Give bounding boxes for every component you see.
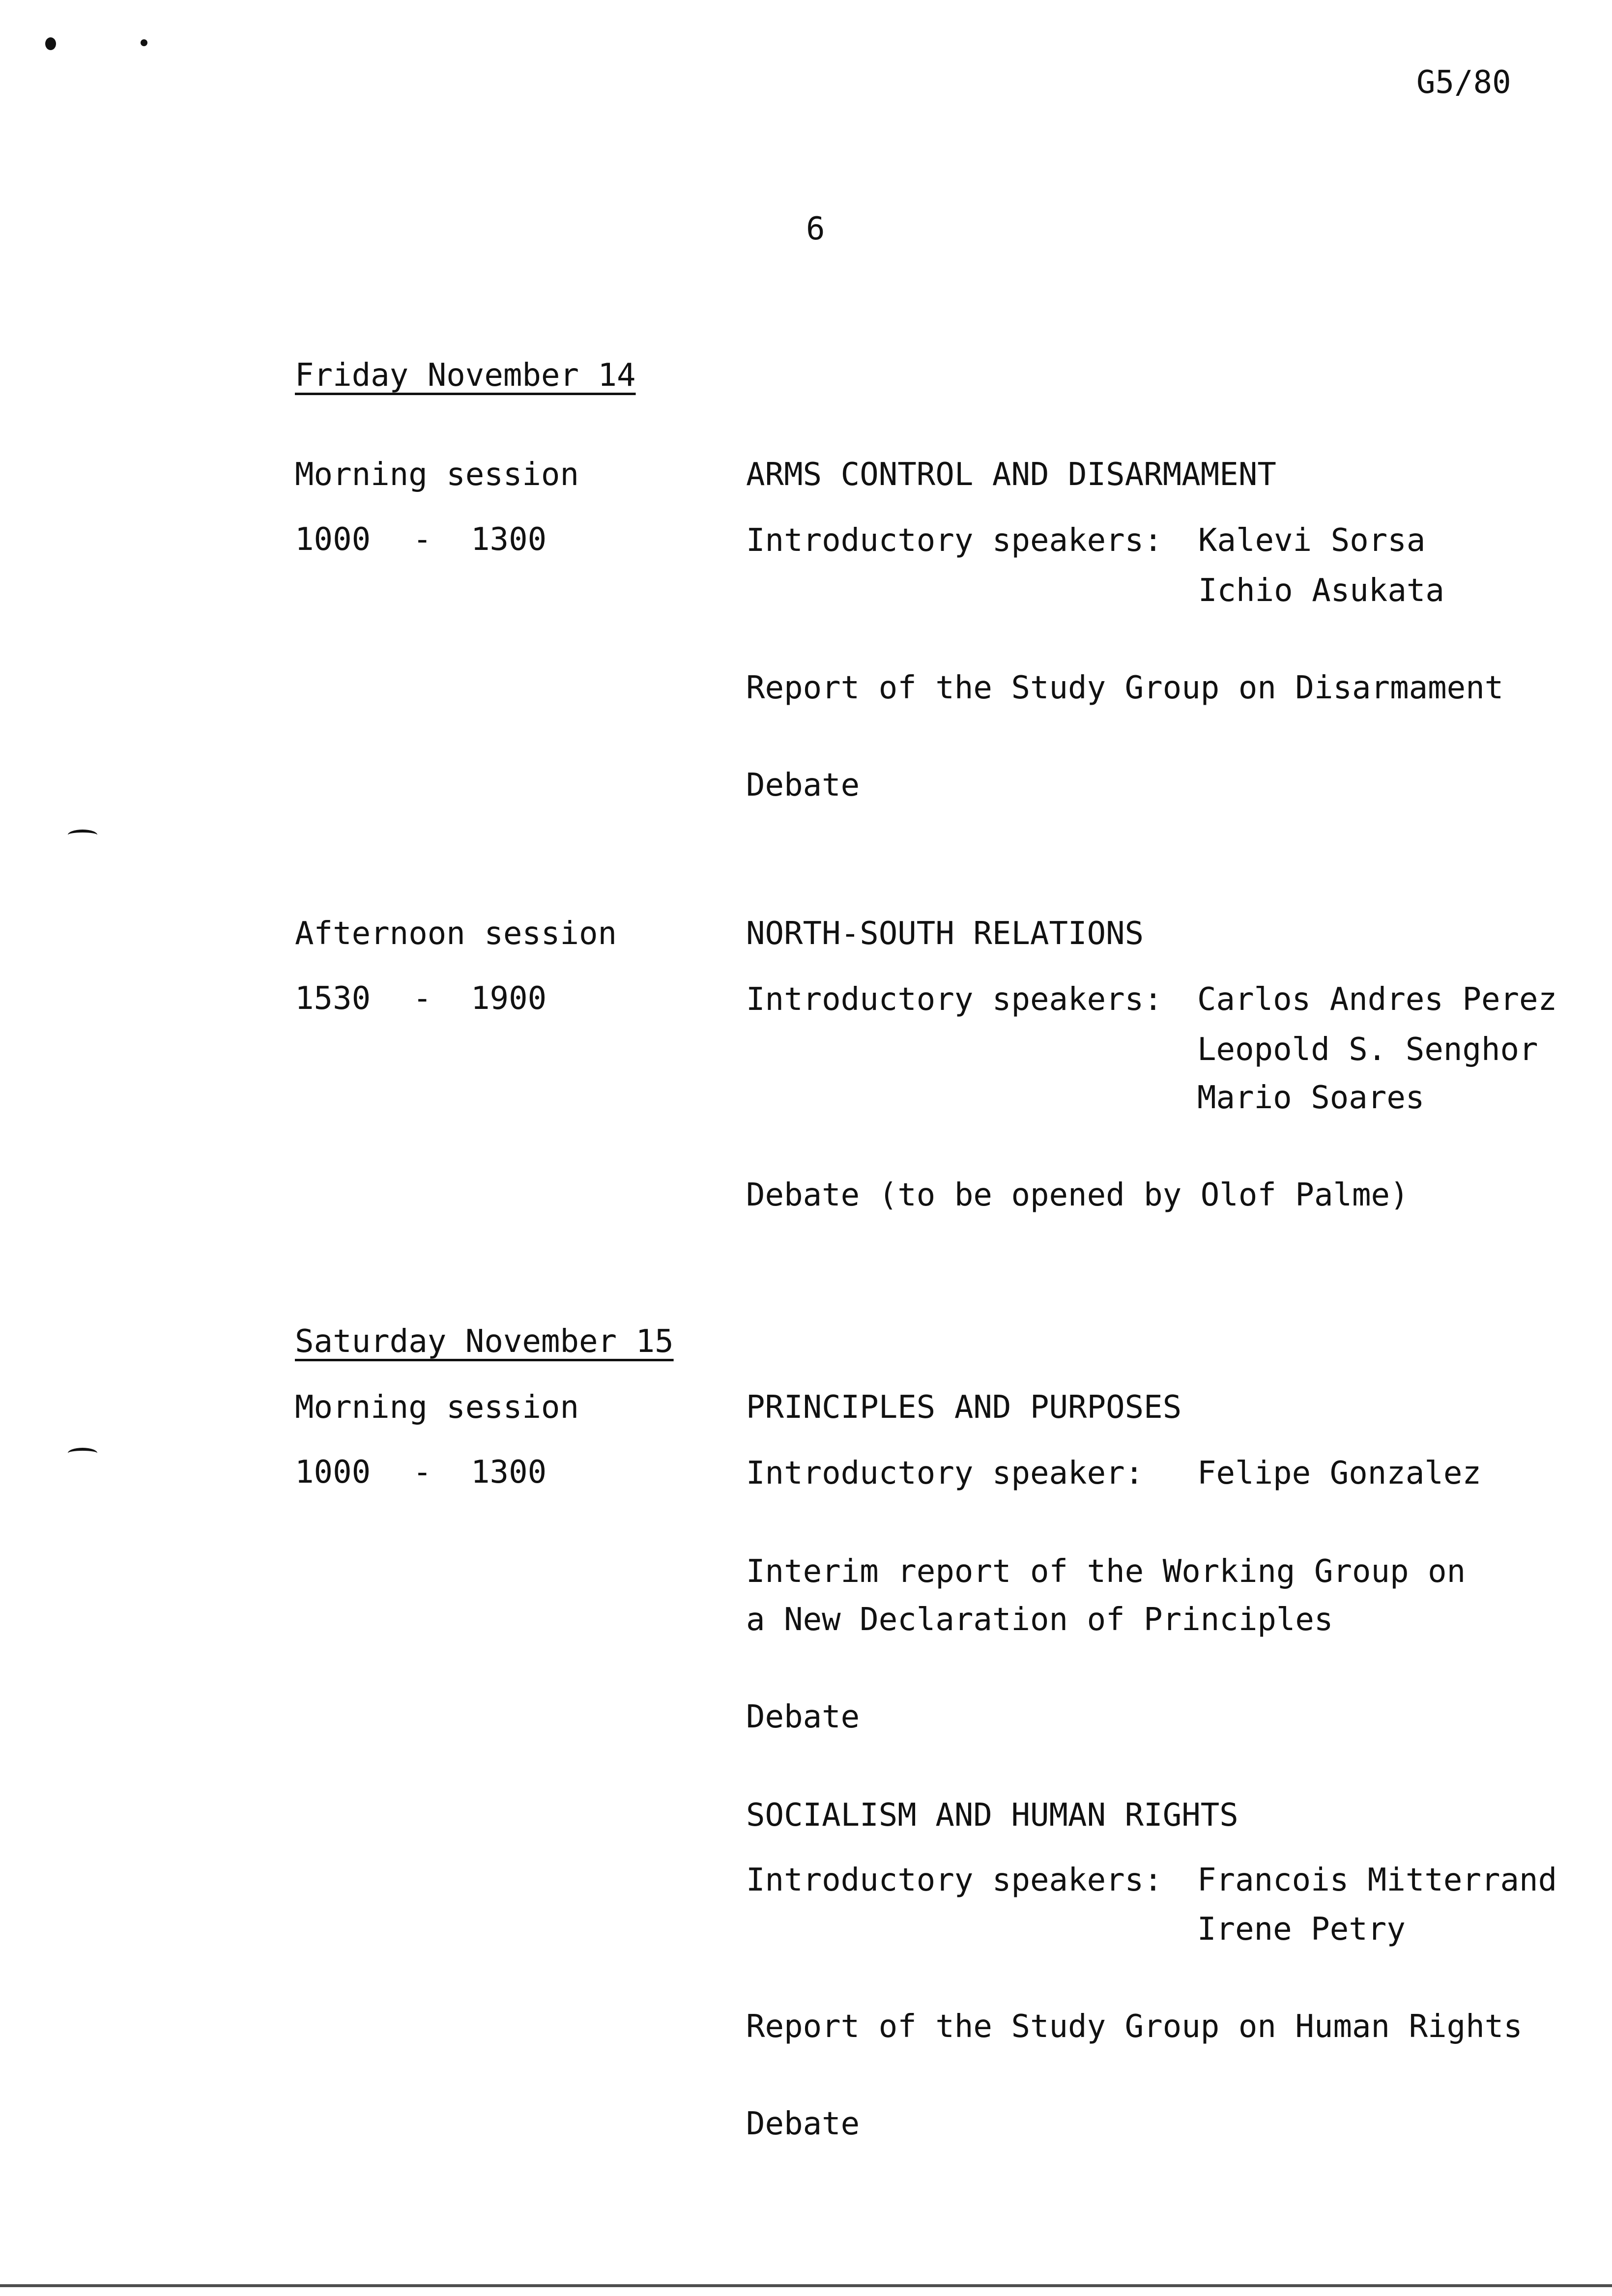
session-time-dash: -: [413, 980, 432, 1017]
speaker-name: Felipe Gonzalez: [1197, 1455, 1481, 1492]
session-label: Afternoon session: [295, 916, 617, 952]
speaker-label: Introductory speaker:: [746, 1455, 1144, 1492]
margin-tick-mark: [68, 830, 97, 840]
session-time-start: 1000: [295, 1454, 371, 1491]
session-time-dash: -: [413, 521, 432, 558]
session-time-end: 1300: [471, 521, 547, 558]
debate-item: Debate (to be opened by Olof Palme): [746, 1177, 1409, 1213]
document-reference: G5/80: [1416, 64, 1511, 101]
day-heading-saturday: Saturday November 15: [295, 1323, 674, 1360]
session-time-end: 1900: [471, 980, 547, 1017]
agenda-topic: PRINCIPLES AND PURPOSES: [746, 1389, 1182, 1426]
agenda-topic: ARMS CONTROL AND DISARMAMENT: [746, 457, 1276, 493]
debate-item: Debate: [746, 2106, 860, 2142]
report-item: Report of the Study Group on Human Rights: [746, 2009, 1523, 2045]
speaker-name: Irene Petry: [1197, 1911, 1406, 1948]
report-item: a New Declaration of Principles: [746, 1602, 1333, 1638]
debate-item: Debate: [746, 767, 860, 804]
debate-item: Debate: [746, 1699, 860, 1735]
page-number: 6: [806, 211, 825, 247]
session-time-start: 1530: [295, 980, 371, 1017]
margin-tick-mark: [68, 1448, 97, 1459]
scan-dot-mark-small: [141, 39, 147, 46]
bottom-scan-edge: [0, 2284, 1612, 2287]
speakers-label: Introductory speakers:: [746, 981, 1163, 1018]
speakers-label: Introductory speakers:: [746, 522, 1163, 559]
speaker-name: Carlos Andres Perez: [1197, 981, 1557, 1018]
report-item: Report of the Study Group on Disarmament: [746, 670, 1504, 706]
speaker-name: Kalevi Sorsa: [1198, 522, 1426, 559]
agenda-topic: SOCIALISM AND HUMAN RIGHTS: [746, 1797, 1238, 1834]
scan-dot-mark: [45, 37, 56, 50]
speaker-name: Leopold S. Senghor: [1197, 1032, 1538, 1068]
session-time-dash: -: [413, 1454, 432, 1491]
speaker-name: Francois Mitterrand: [1197, 1862, 1557, 1898]
agenda-topic: NORTH-SOUTH RELATIONS: [746, 916, 1144, 952]
speaker-name: Mario Soares: [1197, 1080, 1425, 1116]
day-heading-friday: Friday November 14: [295, 357, 636, 394]
session-time-start: 1000: [295, 521, 371, 558]
speaker-name: Ichio Asukata: [1198, 573, 1444, 609]
session-time-end: 1300: [471, 1454, 547, 1491]
session-label: Morning session: [295, 1389, 579, 1426]
session-label: Morning session: [295, 457, 579, 493]
report-item: Interim report of the Working Group on: [746, 1553, 1466, 1590]
speakers-label: Introductory speakers:: [746, 1862, 1163, 1898]
